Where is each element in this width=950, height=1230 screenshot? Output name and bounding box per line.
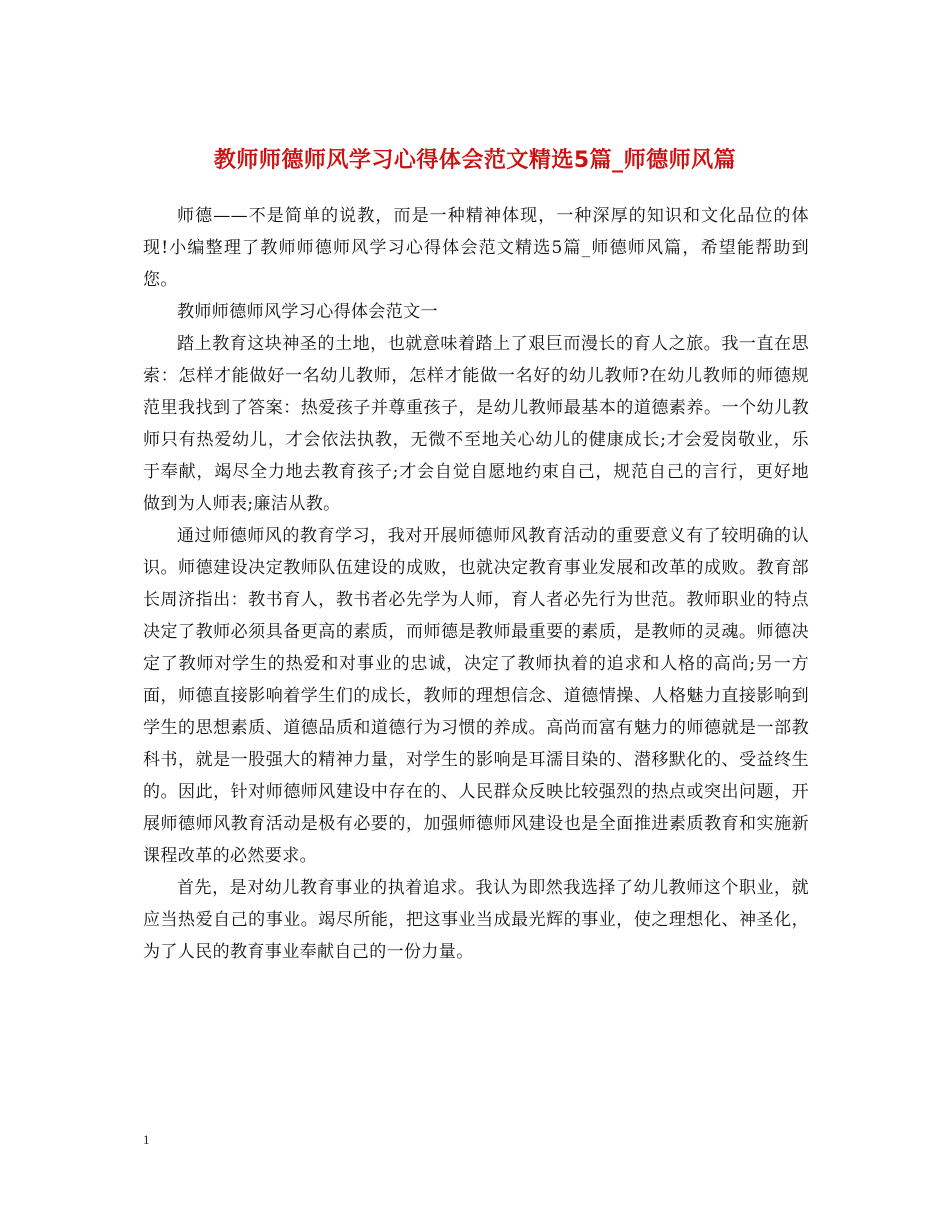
paragraph-3: 首先，是对幼儿教育事业的执着追求。我认为即然我选择了幼儿教师这个职业，就应当热爱自己的事业。竭尽所能，把这事业当成最光辉的事业，使之理想化、神圣化，为了人民的教育事业奉献自己的一份力量。 bbox=[143, 878, 809, 962]
paragraph-2: 通过师德师风的教育学习，我对开展师德师风教育活动的重要意义有了较明确的认识。师德建设决定教师队伍建设的成败，也就决定教育事业发展和改革的成败。教育部长周济指出：教书育人，教书者必先学为人师，育人者必先行为世范。教师职业的特点决定了教师必须具备更高的素质，而师德是教师最重要的素质，是教师的灵魂。师德决定了教师对学生的热爱和对事业的忠诚，决定了教师执着的追求和人格的高尚;另一方面，师德直接影响着学生们的成长，教师的理想信念、道德情操、人格魅力直接影响到学生的思想素质、道德品质和道德行为习惯的养成。高尚而富有魅力的师德就是一部教科书，就是一股强大的精神力量，对学生的影响是耳濡目染的、潜移默化的、受益终生的。因此，针对师德师风建设中存在的、人民群众反映比较强烈的热点或突出问题，开展师德师风教育活动是极有必要的，加强师德师风建设也是全面推进素质教育和实施新课程改革的必然要求。 bbox=[143, 526, 809, 866]
page-title: 教师师德师风学习心得体会范文精选5篇_师德师风篇 bbox=[213, 147, 737, 173]
page-number: 1 bbox=[143, 1132, 150, 1147]
section-heading: 教师师德师风学习心得体会范文一 bbox=[177, 302, 438, 322]
document-body bbox=[143, 200, 809, 968]
paragraph-1: 踏上教育这块神圣的土地，也就意味着踏上了艰巨而漫长的育人之旅。我一直在思索：怎样才能做好一名幼儿教师，怎样才能做一名好的幼儿教师?在幼儿教师的师德规范里我找到了答案：热爱孩子并尊重孩子，是幼儿教师最基本的道德素养。一个幼儿教师只有热爱幼儿，才会依法执教，无微不至地关心幼儿的健康成长;才会爱岗敬业，乐于奉献，竭尽全力地去教育孩子;才会自觉自愿地约束自己，规范自己的言行，更好地做到为人师表;廉洁从教。 bbox=[143, 334, 809, 514]
paragraph-intro: 师德——不是简单的说教，而是一种精神体现，一种深厚的知识和文化品位的体现!小编整理了教师师德师风学习心得体会范文精选5篇_师德师风篇，希望能帮助到您。 bbox=[143, 206, 809, 290]
